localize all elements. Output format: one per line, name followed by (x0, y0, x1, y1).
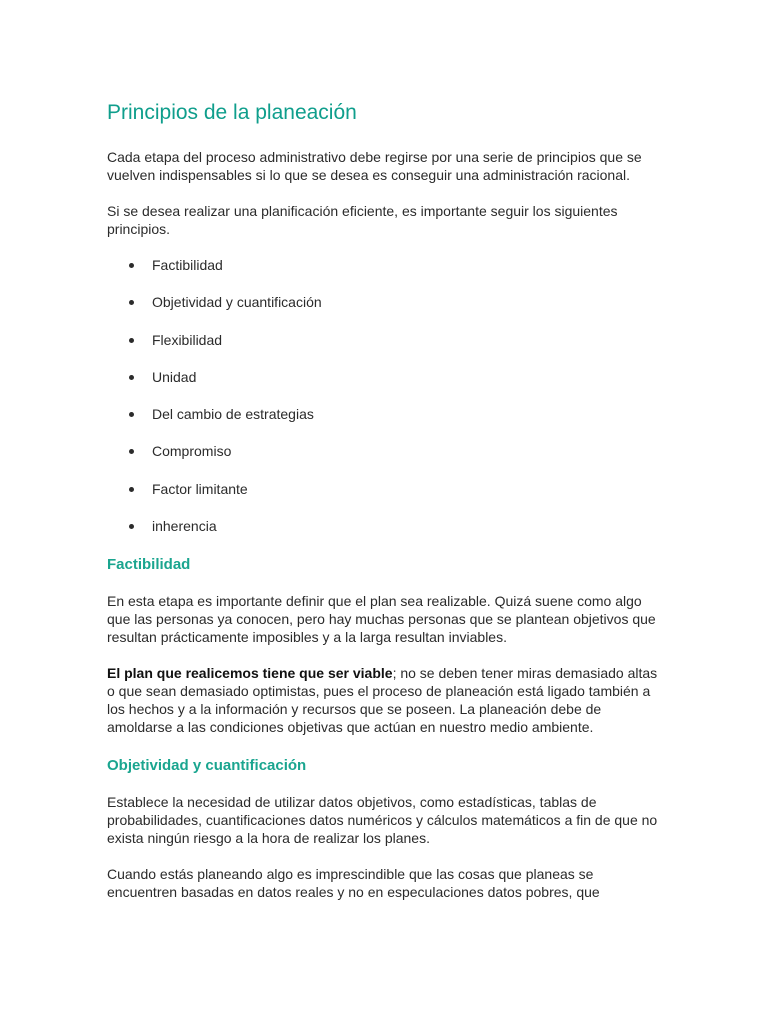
page-title: Principios de la planeación (107, 101, 357, 124)
bullet-icon (129, 263, 134, 268)
bullet-icon (129, 524, 134, 529)
list-item-label: inherencia (152, 518, 217, 535)
objetividad-paragraph-2: Cuando estás planeando algo es imprescindible que las cosas que planeas se encuentren basadas en datos reales y no en especulaciones datos pobres, que (107, 866, 600, 901)
objetividad-paragraph-1: Establece la necesidad de utilizar datos objetivos, como estadísticas, tablas de probabilidades, cuantificaciones datos numéricos y cálculos matemáticos a fin de que no exista ningún riesgo a la hora de realizar los planes. (107, 794, 658, 847)
section-heading-factibilidad: Factibilidad (107, 556, 191, 574)
bold-phrase: El plan que realicemos tiene que ser viable (107, 665, 393, 682)
list-item (107, 480, 667, 498)
list-item-label: Compromiso (152, 443, 232, 460)
list-item-label: Factibilidad (152, 257, 223, 273)
list-item (107, 442, 667, 460)
factibilidad-paragraph-2 (107, 664, 667, 736)
list-item (107, 256, 667, 274)
list-item (107, 517, 667, 535)
factibilidad-paragraph-1: En esta etapa es importante definir que el plan sea realizable. Quizá suene como algo que las personas ya conocen, pero hay muchas personas que se plantean objetivos que resultan prácticamente imposibles y a la larga resultan inviables. (107, 593, 656, 646)
bullet-icon (129, 449, 134, 454)
intro-paragraph-1: Cada etapa del proceso administrativo debe regirse por una serie de principios que se vuelven indispensables si lo que se desea es conseguir una administración racional. (107, 149, 642, 183)
list-item-label: Flexibilidad (152, 331, 223, 348)
intro-paragraph-2: Si se desea realizar una planificación eficiente, es importante seguir los siguientes principios. (107, 203, 618, 237)
list-item-label: Factor limitante (152, 480, 248, 497)
list-item (107, 368, 667, 386)
list-item (107, 293, 667, 311)
section-heading-objetividad: Objetividad y cuantificación (107, 757, 307, 775)
bullet-icon (129, 412, 134, 417)
list-item (107, 405, 667, 423)
list-item-label: Del cambio de estrategias (152, 406, 314, 423)
principles-list (107, 256, 667, 535)
list-item-label: Unidad (152, 368, 197, 385)
paragraph-text: ; no se deben tener miras demasiado altas o que sean demasiado optimistas, pues el proceso de planeación está ligado también a los hechos y a la información y recursos que se poseen. La planeación debe de amoldarse a las condiciones objetivas que actúan en nuestro medio ambiente. (107, 665, 658, 736)
bullet-icon (129, 300, 134, 305)
bullet-icon (129, 487, 134, 492)
document-page (107, 98, 667, 901)
list-item (107, 331, 667, 349)
list-item-label: Objetividad y cuantificación (152, 294, 322, 311)
bullet-icon (129, 338, 134, 343)
bullet-icon (129, 375, 134, 380)
